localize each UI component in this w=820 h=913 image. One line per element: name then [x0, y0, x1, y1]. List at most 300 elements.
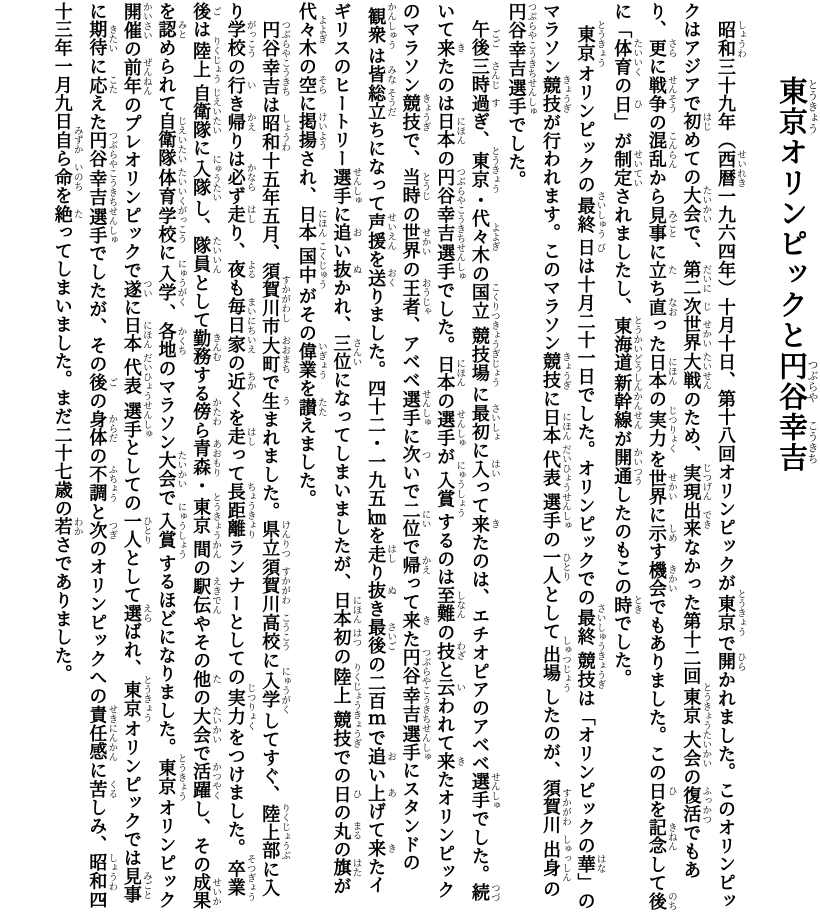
- furigana: せんしゅ: [525, 78, 536, 116]
- ruby-text: 学校 がっこう: [225, 20, 255, 59]
- furigana: せかい: [419, 223, 430, 261]
- furigana: たいいん: [210, 235, 221, 274]
- furigana: にゅうがく: [279, 666, 290, 715]
- ruby-text: 競技場 きょうぎじょう: [469, 320, 499, 388]
- furigana: そうだ: [385, 83, 396, 121]
- furigana: す: [488, 93, 499, 113]
- furigana: がっこう: [244, 20, 255, 59]
- furigana: せんしゅ: [488, 772, 499, 811]
- furigana: こうこう: [279, 613, 290, 652]
- ruby-text: 勤務 きんむ: [191, 328, 221, 366]
- furigana: た: [71, 204, 82, 224]
- furigana: きょうぎ: [560, 75, 571, 114]
- ruby-text: 必 かなら: [225, 163, 255, 192]
- ruby-text: 隊員 たいいん: [191, 235, 221, 274]
- ruby-text: 当時 とうじ: [400, 168, 430, 206]
- furigana: にゅうしょう: [175, 501, 186, 559]
- ruby-text: 間 かん: [191, 540, 221, 559]
- ruby-text: 競技 きょうぎ: [331, 710, 361, 749]
- ruby-text: 来 き: [469, 514, 499, 534]
- ruby-text: 自衛隊 じえいたい: [191, 83, 221, 139]
- ruby-text: 直 なお: [646, 297, 676, 317]
- furigana: せんしゅ: [140, 400, 151, 439]
- furigana: たいかい: [700, 730, 711, 769]
- furigana: せんそう: [665, 75, 676, 114]
- furigana: たいせん: [700, 352, 711, 391]
- ruby-text: 見事 みごと: [121, 866, 151, 904]
- ruby-text: 見事 みごと: [646, 205, 676, 243]
- furigana: とうきょう: [210, 492, 221, 540]
- furigana: つぶらや: [454, 167, 465, 206]
- ruby-text: 円谷 つぶらや: [775, 350, 818, 412]
- furigana: とうきょう: [735, 589, 745, 637]
- furigana: しょうわ: [106, 853, 117, 892]
- furigana: せかい: [700, 315, 711, 353]
- ruby-text: 総立 そうだ: [366, 83, 396, 121]
- ruby-text: 絶 た: [52, 204, 82, 224]
- ruby-text: 陸上部 りくじょうぶ: [260, 803, 290, 861]
- ruby-text: 一人 ひとり: [541, 548, 571, 586]
- ruby-text: 選 えら: [121, 603, 151, 623]
- ruby-text: 開 ひら: [716, 652, 745, 672]
- furigana: よよぎ: [315, 2, 326, 58]
- furigana: ちか: [244, 371, 255, 391]
- ruby-text: 帰 かえ: [400, 555, 430, 575]
- furigana: ひとり: [140, 511, 151, 549]
- ruby-text: 選手 せんしゅ: [506, 78, 536, 116]
- ruby-text: 送 おく: [366, 268, 396, 288]
- furigana: お: [350, 223, 361, 242]
- furigana: こんらん: [665, 131, 676, 170]
- ruby-text: 近 ちか: [225, 371, 255, 391]
- ruby-text: 若 わか: [52, 517, 82, 537]
- ruby-text: 示 しめ: [646, 523, 676, 543]
- ruby-text: 夜 よる: [225, 260, 255, 280]
- furigana: び: [594, 238, 605, 257]
- furigana: すかがわ: [560, 779, 571, 835]
- ruby-text: 大町 おおまち: [260, 335, 290, 374]
- ruby-text: 幸吉 こうきち: [87, 168, 117, 207]
- ruby-text: 東京 とうきょう: [469, 146, 499, 194]
- ruby-text: 大戦 たいせん: [681, 352, 711, 391]
- ruby-text: 丸 まる: [331, 821, 361, 841]
- furigana: ふちょう: [106, 464, 117, 503]
- furigana: とき: [631, 595, 642, 615]
- ruby-text: 代々木 よよぎ: [469, 209, 499, 265]
- ruby-text: 復活 ふっかつ: [681, 785, 711, 824]
- furigana: つぶらや: [106, 130, 117, 169]
- furigana: き: [385, 839, 396, 858]
- ruby-text: 抜 ぬ: [331, 260, 361, 279]
- ruby-text: 二位 にい: [400, 500, 430, 538]
- furigana: だいひょう: [560, 444, 571, 493]
- furigana: かえ: [419, 555, 430, 575]
- furigana: だいひょう: [140, 353, 151, 401]
- furigana: た: [665, 260, 676, 280]
- ruby-text: 後 ご: [191, 2, 221, 21]
- furigana: いぎょう: [315, 341, 326, 380]
- furigana: ごご: [488, 20, 499, 57]
- furigana: にい: [419, 500, 430, 538]
- furigana: ぬ: [385, 581, 396, 600]
- furigana: き: [488, 514, 499, 534]
- ruby-text: 上 あ: [366, 783, 396, 803]
- ruby-text: 家 いえ: [225, 334, 255, 354]
- ruby-text: 後 ご: [87, 373, 117, 392]
- ruby-text: 戦争 せんそう: [646, 75, 676, 114]
- ruby-text: 青森 あおもり: [191, 439, 221, 478]
- furigana: つぶらや: [279, 20, 290, 58]
- ruby-text: 東京 とうきょう: [156, 753, 186, 802]
- furigana: にゅうしょう: [454, 460, 465, 518]
- furigana: えきでん: [210, 576, 221, 615]
- furigana: こうきち: [419, 685, 430, 724]
- article-title: 東京 とうきょうオリンピックと円谷 つぶらや幸吉 こうきち: [775, 76, 818, 473]
- furigana: さいしゅう: [594, 190, 605, 239]
- ruby-text: 陸上 りくじょう: [191, 36, 221, 84]
- furigana: はし: [385, 544, 396, 564]
- ruby-text: 東京 とうきょう: [121, 674, 151, 723]
- ruby-text: 認 みと: [156, 20, 186, 40]
- furigana: きたい: [106, 20, 117, 58]
- ruby-text: 第二 だいに: [681, 260, 711, 298]
- ruby-text: 実力 じつりょく: [225, 683, 255, 731]
- furigana: あ: [385, 783, 396, 803]
- ruby-text: 長距離 ちょうきょり: [225, 482, 255, 540]
- ruby-text: 前年 ぜんねん: [121, 57, 151, 96]
- ruby-text: 入学 にゅうがく: [156, 259, 186, 307]
- furigana: かなら: [244, 163, 255, 192]
- ruby-text: 幸吉 こうきち: [260, 58, 290, 96]
- furigana: かたわ: [210, 397, 221, 426]
- furigana: た: [210, 669, 221, 689]
- furigana: にほん: [665, 352, 676, 390]
- ruby-text: 声援 せいえん: [366, 212, 396, 251]
- ruby-text: 競技 きょうぎ: [575, 651, 605, 690]
- furigana: い: [454, 678, 465, 697]
- furigana: りくじょうぶ: [279, 803, 290, 861]
- furigana: なお: [665, 297, 676, 317]
- ruby-text: 責任感 せきにんかん: [87, 704, 117, 762]
- furigana: きょうぎ: [560, 351, 571, 390]
- ruby-text: 選手 せんしゅ: [541, 492, 571, 531]
- ruby-text: 午後 ごご: [469, 20, 499, 57]
- ruby-text: 新幹線 しんかんせん: [612, 372, 642, 430]
- ruby-text: 卒業 そつぎょう: [225, 854, 255, 902]
- furigana: ふっかつ: [700, 785, 711, 824]
- furigana: きょうぎじょう: [488, 320, 499, 388]
- furigana: つぶらや: [419, 647, 430, 686]
- furigana: じつりょく: [665, 405, 676, 453]
- furigana: しゅつじょう: [560, 635, 571, 693]
- ruby-text: 幸吉 こうきち: [775, 411, 818, 473]
- ruby-text: 日本 にほん: [331, 591, 361, 629]
- furigana: たいかい: [175, 450, 186, 489]
- furigana: い: [244, 76, 255, 95]
- ruby-text: 来 き: [366, 839, 396, 858]
- ruby-text: 偉業 いぎょう: [296, 341, 326, 380]
- furigana: ちょうきょり: [244, 482, 255, 540]
- ruby-text: 入 はい: [469, 459, 499, 479]
- furigana: せいれき: [735, 149, 745, 188]
- ruby-text: 立 た: [646, 260, 676, 280]
- ruby-text: 観衆 かんしゅう: [366, 2, 396, 50]
- furigana: おうじゃ: [419, 278, 430, 317]
- ruby-text: 最終 さいしゅう: [575, 190, 605, 239]
- ruby-text: 三時 さんじ: [469, 56, 499, 94]
- ruby-text: 次 じ: [681, 297, 711, 316]
- ruby-text: 制定 せいてい: [612, 149, 642, 188]
- ruby-text: 不調 ふちょう: [87, 464, 117, 503]
- ruby-text: 命 いのち: [52, 162, 82, 192]
- ruby-text: 傍 かたわ: [191, 397, 221, 426]
- ruby-text: 日本 にほん: [646, 352, 676, 390]
- ruby-text: 世界 せかい: [400, 223, 430, 261]
- ruby-text: 学校 がっこう: [156, 205, 186, 244]
- ruby-text: 選手 せんしゅ: [87, 206, 117, 245]
- furigana: つ: [419, 445, 430, 464]
- ruby-text: 入隊 にゅうたい: [191, 154, 221, 203]
- furigana: にほん: [560, 408, 571, 445]
- furigana: さいご: [385, 618, 396, 656]
- ruby-text: 遂 つい: [121, 279, 151, 299]
- furigana: せいか: [210, 873, 221, 911]
- ruby-text: 抜 ぬ: [366, 581, 396, 600]
- furigana: かつやく: [210, 762, 221, 801]
- ruby-text: 東海道 とうかいどう: [612, 315, 642, 373]
- furigana: にほん: [140, 316, 151, 354]
- ruby-text: 円谷 つぶらや: [435, 167, 465, 206]
- furigana: ひとり: [560, 548, 571, 586]
- ruby-text: 代々木 よよぎ: [296, 2, 326, 58]
- ruby-text: 入賞 にゅうしょう: [435, 460, 465, 518]
- ruby-text: 来 き: [435, 38, 465, 58]
- ruby-text: 身体 からだ: [87, 409, 117, 447]
- furigana: ご: [106, 373, 117, 392]
- furigana: とうきょう: [806, 76, 818, 137]
- furigana: さいしょ: [488, 403, 499, 442]
- furigana: つづ: [488, 883, 499, 903]
- ruby-text: 入賞 にゅうしょう: [156, 501, 186, 559]
- furigana: はし: [244, 204, 255, 224]
- furigana: りくじょう: [350, 662, 361, 711]
- ruby-text: 円谷 つぶらや: [400, 647, 430, 686]
- ruby-text: 須賀川市 すかがわし: [260, 261, 290, 336]
- ruby-text: 昭和 しょうわ: [87, 853, 117, 892]
- furigana: きょうぎ: [350, 710, 361, 749]
- furigana: ぬ: [350, 260, 361, 279]
- furigana: かいさい: [140, 2, 151, 40]
- ruby-text: 東京 とうきょう: [575, 20, 605, 68]
- furigana: つい: [140, 279, 151, 299]
- ruby-text: 過 す: [469, 93, 499, 113]
- furigana: きんむ: [210, 328, 221, 366]
- ruby-text: 日 ひ: [331, 784, 361, 804]
- furigana: だいに: [700, 260, 711, 298]
- furigana: はな: [594, 854, 605, 874]
- furigana: きょうぎ: [419, 93, 430, 132]
- furigana: こくじゅう: [315, 241, 326, 290]
- ruby-text: 生 う: [260, 391, 290, 411]
- ruby-text: 世界 せかい: [681, 315, 711, 353]
- ruby-text: 最初 さいしょ: [469, 403, 499, 442]
- furigana: とうきょう: [175, 753, 186, 802]
- ruby-text: 掲揚 けいよう: [296, 112, 326, 151]
- furigana: こうきち: [525, 40, 536, 78]
- ruby-text: 体育 たいいく: [156, 167, 186, 206]
- furigana: わか: [71, 517, 82, 537]
- furigana: せんしゅ: [419, 389, 430, 428]
- furigana: みと: [175, 20, 186, 40]
- ruby-text: 各地 かくち: [156, 322, 186, 360]
- furigana: はし: [244, 426, 255, 446]
- furigana: せんしゅ: [106, 206, 117, 245]
- furigana: じつりょく: [244, 683, 255, 731]
- ruby-text: 日本 にほん: [541, 408, 571, 445]
- furigana: こた: [106, 75, 117, 95]
- ruby-text: 国中 こくじゅう: [296, 241, 326, 290]
- ruby-text: 選手 せんしゅ: [435, 409, 465, 448]
- ruby-text: 初 はつ: [331, 628, 361, 648]
- furigana: ひら: [735, 652, 745, 672]
- furigana: はた: [350, 858, 361, 878]
- furigana: よよぎ: [488, 209, 499, 265]
- furigana: からだ: [106, 409, 117, 447]
- furigana: あおもり: [210, 439, 221, 478]
- furigana: たいいく: [631, 38, 642, 77]
- ruby-text: 高校 こうこう: [260, 613, 290, 652]
- ruby-text: 選手 せんしゅ: [469, 772, 499, 811]
- ruby-text: 選手 せんしゅ: [400, 723, 430, 762]
- furigana: つぶらや: [525, 2, 536, 40]
- furigana: じつげん: [700, 463, 711, 502]
- furigana: とうきょう: [700, 682, 711, 731]
- furigana: せいてい: [631, 149, 642, 188]
- ruby-text: 選手 せんしゅ: [121, 400, 151, 439]
- furigana: にほん: [315, 205, 326, 242]
- ruby-text: 選手 せんしゅ: [400, 389, 430, 428]
- furigana: とうきょう: [140, 674, 151, 723]
- furigana: とうじ: [419, 168, 430, 206]
- furigana: さんい: [350, 333, 361, 371]
- furigana: えら: [140, 603, 151, 623]
- furigana: けいよう: [315, 112, 326, 151]
- ruby-text: 云 い: [435, 678, 465, 697]
- furigana: こうきち: [454, 205, 465, 244]
- furigana: のち: [665, 891, 676, 911]
- furigana: せんしゅ: [454, 409, 465, 448]
- furigana: せんしゅ: [560, 492, 571, 531]
- article-body: [51, 2, 745, 912]
- furigana: かいつう: [631, 447, 642, 486]
- ruby-text: 陸上 りくじょう: [331, 662, 361, 711]
- ruby-text: 選手 せんしゅ: [331, 167, 361, 206]
- furigana: き: [454, 38, 465, 58]
- furigana: しんかんせん: [631, 372, 642, 430]
- ruby-text: 来 き: [435, 751, 465, 771]
- ruby-text: 更 さら: [646, 38, 676, 58]
- furigana: たいかい: [210, 706, 221, 745]
- ruby-text: 来 き: [400, 611, 430, 630]
- ruby-text: 競技 きょうぎ: [400, 93, 430, 132]
- ruby-text: 円谷 つぶらや: [260, 20, 290, 58]
- ruby-text: 選手 せんしゅ: [435, 243, 465, 282]
- furigana: き: [419, 611, 430, 630]
- furigana: とうきょう: [488, 146, 499, 194]
- furigana: き: [454, 751, 465, 771]
- furigana: しなん: [454, 586, 465, 624]
- furigana: みごと: [665, 205, 676, 243]
- ruby-text: 大会 たいかい: [681, 730, 711, 769]
- furigana: すかがわ: [279, 558, 290, 614]
- ruby-text: 続 つづ: [469, 883, 499, 903]
- furigana: りくじょう: [210, 36, 221, 84]
- ruby-text: 初 はじ: [681, 112, 711, 132]
- furigana: せんしゅ: [454, 243, 465, 282]
- furigana: せきにんかん: [106, 704, 117, 762]
- furigana: にほん: [454, 354, 465, 392]
- furigana: ひ: [665, 781, 676, 800]
- ruby-text: 行 い: [225, 76, 255, 95]
- furigana: まる: [350, 821, 361, 841]
- furigana: かえ: [244, 112, 255, 132]
- ruby-text: 毎日 まいにち: [225, 296, 255, 335]
- furigana: かんしゅう: [385, 2, 396, 50]
- ruby-text: 県立 けんりつ: [260, 520, 290, 559]
- ruby-text: 西暦 せいれき: [716, 149, 745, 188]
- ruby-text: 国立 こくりつ: [469, 282, 499, 321]
- ruby-text: 競技 きょうぎ: [541, 351, 571, 390]
- ruby-text: 苦 くる: [87, 779, 117, 799]
- ruby-text: 次 つ: [400, 445, 430, 464]
- ruby-text: 駅伝 えきでん: [191, 576, 221, 615]
- furigana: せいえん: [385, 212, 396, 251]
- furigana: けんりつ: [279, 520, 290, 559]
- ruby-text: 最後 さいご: [366, 618, 396, 656]
- furigana: にゅうがく: [175, 259, 186, 307]
- ruby-text: 讃 たた: [296, 397, 326, 417]
- ruby-text: 追 お: [366, 747, 396, 766]
- furigana: とうかいどう: [631, 315, 642, 373]
- ruby-text: 大会 たいかい: [191, 706, 221, 745]
- ruby-text: 出来 でき: [681, 501, 711, 539]
- ruby-text: 日本 にほん: [121, 316, 151, 354]
- paragraph: 午後 ごご三時 さんじ過 すぎ、東京 とうきょう・代々木 よよぎの国立 こくりつ競技場 きょうぎじょうに最初 さいしょに入 はいって来 きたのは、エチオピアのアベベ選手 せんしゅでした。続 つづいて来 きたのは日本 にほんの円谷 つぶらや幸吉 こうきち選手 せんしゅでした。日本 にほんの選手 せんしゅが入賞 にゅうしょうするのは至難 しなんの技 わざと云 いわれて来 きたオリンピックのマラソン競技 きょうぎで、当時 とうじの世界 せかいの王者 おうじゃ、アベベ選手 せんしゅに次 ついで二位 にいで帰 かえって来 きた円谷 つぶらや幸吉 こうきち選手 せんしゅにスタンドの観衆 かんしゅうは皆 みな総立 そうだちになって声援 せいえんを送 おくりました。四十二・一九五㎞を走 はしり抜 ぬき最後 さいごの二百ｍで追 おい上 あげて来 きたイギリスのヒートリー選手 せんしゅに追 おい抜 ぬかれ、三位 さんいになってしまいましたが、日本 にほん初 はつの陸上 りくじょう競技 きょうぎでの日 ひの丸 まるの旗 はたが代々木 よよぎの空 そらに掲揚 けいようされ、日本 にほん国中 こくじゅうがその偉業 いぎょうを讃 たたえました。: [296, 2, 499, 903]
- ruby-text: 幸吉 こうきち: [400, 685, 430, 724]
- ruby-text: 走 はし: [225, 426, 255, 446]
- furigana: ぜんねん: [140, 57, 151, 96]
- furigana: みな: [385, 64, 396, 84]
- ruby-text: 須賀川 すかがわ: [260, 558, 290, 614]
- ruby-text: 最終 さいしゅう: [575, 603, 605, 652]
- furigana: さいしゅう: [594, 603, 605, 652]
- ruby-text: 体育 たいいく: [612, 38, 642, 77]
- ruby-text: 華 はな: [575, 854, 605, 874]
- furigana: こうきち: [279, 58, 290, 96]
- furigana: つぎ: [106, 520, 117, 540]
- ruby-text: 王者 おうじゃ: [400, 278, 430, 317]
- furigana: みずか: [71, 125, 82, 155]
- ruby-text: 代表 だいひょう: [121, 353, 151, 401]
- ruby-text: 日 ひ: [612, 94, 642, 114]
- ruby-text: 皆 みな: [366, 64, 396, 84]
- furigana: とうきょう: [594, 20, 605, 68]
- furigana: はじ: [700, 112, 711, 132]
- ruby-text: 三位 さんい: [331, 333, 361, 371]
- ruby-text: 日本 にほん: [435, 112, 465, 150]
- ruby-text: 技 わざ: [435, 641, 465, 661]
- ruby-text: 日本 にほん: [296, 205, 326, 242]
